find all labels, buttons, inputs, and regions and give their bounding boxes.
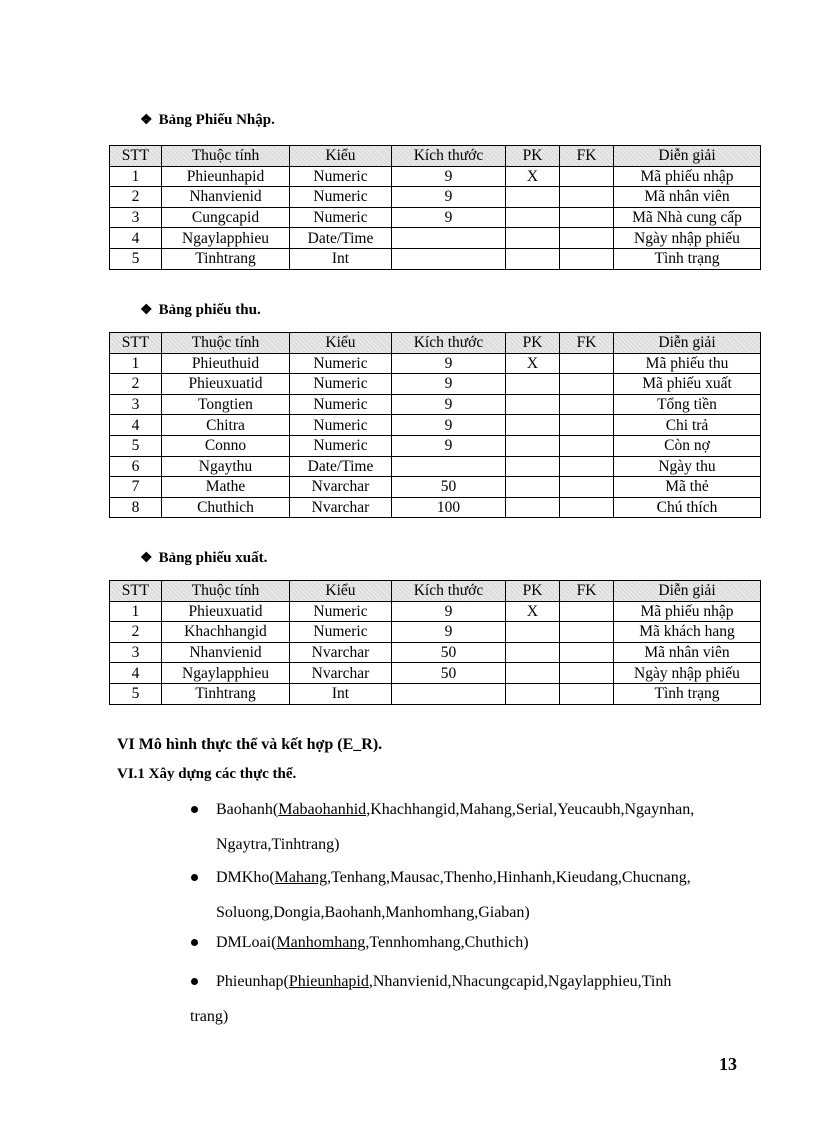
table-cell: 3 bbox=[110, 642, 162, 663]
table-cell: 9 bbox=[392, 353, 506, 374]
column-header: PK bbox=[506, 581, 560, 602]
table-row bbox=[110, 228, 761, 249]
table-row bbox=[110, 456, 761, 477]
table-cell bbox=[560, 642, 614, 663]
table-cell: Phieunhapid bbox=[162, 166, 290, 187]
column-header: STT bbox=[110, 146, 162, 167]
table-cell: 5 bbox=[110, 248, 162, 269]
table-header-row bbox=[110, 333, 761, 354]
table-cell: Conno bbox=[162, 435, 290, 456]
table-cell: 9 bbox=[392, 374, 506, 395]
entity-baohanh: Baohanh(Mabaohanhid,Khachhangid,Mahang,Serial,Yeucaubh,Ngaynhan, Ngaytra,Tinhtrang) bbox=[191, 792, 751, 862]
table-cell: Mã phiếu nhập bbox=[614, 166, 761, 187]
table-cell: Nhanvienid bbox=[162, 642, 290, 663]
table-cell: 1 bbox=[110, 601, 162, 622]
table-cell: 9 bbox=[392, 166, 506, 187]
table-cell: 4 bbox=[110, 415, 162, 436]
column-header: Kích thước bbox=[392, 581, 506, 602]
table-cell: 9 bbox=[392, 622, 506, 643]
table-cell: Int bbox=[290, 683, 392, 704]
table-header-row bbox=[110, 581, 761, 602]
table-cell: 50 bbox=[392, 663, 506, 684]
table-cell bbox=[560, 683, 614, 704]
column-header: PK bbox=[506, 146, 560, 167]
table-cell bbox=[560, 187, 614, 208]
table-cell: Numeric bbox=[290, 187, 392, 208]
column-header: Diễn giải bbox=[614, 333, 761, 354]
entity-dmloai: DMLoai(Manhomhang,Tennhomhang,Chuthich) bbox=[191, 925, 751, 960]
table-cell: 9 bbox=[392, 207, 506, 228]
page-number: 13 bbox=[719, 1054, 737, 1074]
column-header: Kích thước bbox=[392, 146, 506, 167]
table-cell bbox=[392, 683, 506, 704]
column-header: Kích thước bbox=[392, 333, 506, 354]
table-cell: Ngày thu bbox=[614, 456, 761, 477]
table-row bbox=[110, 642, 761, 663]
table-cell: Còn nợ bbox=[614, 435, 761, 456]
table-cell bbox=[560, 663, 614, 684]
phieu-thu-table bbox=[109, 332, 761, 518]
table-cell bbox=[560, 622, 614, 643]
entity-dmkho: DMKho(Mahang,Tenhang,Mausac,Thenho,Hinhanh,Kieudang,Chucnang, Soluong,Dongia,Baohanh,Manhomhang,Giaban) bbox=[191, 860, 751, 930]
table-cell: 1 bbox=[110, 353, 162, 374]
table-cell: X bbox=[506, 353, 560, 374]
table2-heading: ❖ Bảng phiếu thu. bbox=[140, 302, 261, 318]
table-row bbox=[110, 374, 761, 395]
table-cell bbox=[560, 435, 614, 456]
table-cell: Mã phiếu nhập bbox=[614, 601, 761, 622]
table-cell: Phieuxuatid bbox=[162, 601, 290, 622]
subsection-title: VI.1 Xây dựng các thực thể. bbox=[117, 766, 297, 782]
table-row bbox=[110, 248, 761, 269]
table-cell: Mã nhân viên bbox=[614, 187, 761, 208]
table-cell: 9 bbox=[392, 394, 506, 415]
column-header: FK bbox=[560, 146, 614, 167]
table-cell bbox=[560, 601, 614, 622]
table-row bbox=[110, 435, 761, 456]
table-cell: 1 bbox=[110, 166, 162, 187]
table-cell: 5 bbox=[110, 435, 162, 456]
table-cell: Cungcapid bbox=[162, 207, 290, 228]
table-cell: Numeric bbox=[290, 207, 392, 228]
table-cell: Tình trạng bbox=[614, 683, 761, 704]
table-cell bbox=[506, 477, 560, 498]
table-row bbox=[110, 663, 761, 684]
table-row bbox=[110, 497, 761, 518]
table-row bbox=[110, 187, 761, 208]
primary-key: Mahang bbox=[274, 869, 328, 886]
table-cell: 2 bbox=[110, 374, 162, 395]
table3-heading: ❖ Bảng phiếu xuất. bbox=[140, 550, 268, 566]
table-row bbox=[110, 394, 761, 415]
table-cell: Numeric bbox=[290, 166, 392, 187]
table-row bbox=[110, 477, 761, 498]
table1-heading: ❖ Bảng Phiếu Nhập. bbox=[140, 112, 275, 128]
table-cell: Ngaylapphieu bbox=[162, 663, 290, 684]
table-cell: Numeric bbox=[290, 374, 392, 395]
column-header: Kiểu bbox=[290, 333, 392, 354]
table-cell: Date/Time bbox=[290, 228, 392, 249]
column-header: Thuộc tính bbox=[162, 333, 290, 354]
column-header: Kiểu bbox=[290, 581, 392, 602]
table-cell bbox=[392, 248, 506, 269]
table-cell: Nvarchar bbox=[290, 477, 392, 498]
table-row bbox=[110, 683, 761, 704]
table-cell: 9 bbox=[392, 601, 506, 622]
table-cell: Phieuxuatid bbox=[162, 374, 290, 395]
table-cell: Int bbox=[290, 248, 392, 269]
bullet-dot-icon bbox=[191, 874, 198, 881]
table-cell bbox=[506, 228, 560, 249]
column-header: Kiểu bbox=[290, 146, 392, 167]
table-cell bbox=[560, 477, 614, 498]
bullet-dot-icon bbox=[191, 806, 198, 813]
column-header: STT bbox=[110, 333, 162, 354]
table-cell: X bbox=[506, 166, 560, 187]
table-cell bbox=[560, 456, 614, 477]
table-cell: 8 bbox=[110, 497, 162, 518]
column-header: PK bbox=[506, 333, 560, 354]
bullet-dot-icon bbox=[191, 939, 198, 946]
table-cell: Chitra bbox=[162, 415, 290, 436]
table-cell: 6 bbox=[110, 456, 162, 477]
table-cell: Mã nhân viên bbox=[614, 642, 761, 663]
table-cell bbox=[506, 415, 560, 436]
table-cell: 9 bbox=[392, 435, 506, 456]
table-cell: Tình trạng bbox=[614, 248, 761, 269]
table-row bbox=[110, 207, 761, 228]
table-cell: Date/Time bbox=[290, 456, 392, 477]
table-cell bbox=[506, 248, 560, 269]
diamond-bullet-icon: ❖ bbox=[140, 113, 153, 128]
table-cell: 7 bbox=[110, 477, 162, 498]
table-cell bbox=[392, 228, 506, 249]
column-header: Thuộc tính bbox=[162, 146, 290, 167]
table-cell: Tongtien bbox=[162, 394, 290, 415]
table-cell bbox=[506, 394, 560, 415]
column-header: Diễn giải bbox=[614, 146, 761, 167]
table-cell: 9 bbox=[392, 187, 506, 208]
table-cell: Numeric bbox=[290, 353, 392, 374]
table-cell: Chuthich bbox=[162, 497, 290, 518]
table-row bbox=[110, 353, 761, 374]
diamond-bullet-icon: ❖ bbox=[140, 303, 153, 318]
table-cell: Chi trả bbox=[614, 415, 761, 436]
column-header: Thuộc tính bbox=[162, 581, 290, 602]
table-cell: Nvarchar bbox=[290, 497, 392, 518]
table-cell: Mathe bbox=[162, 477, 290, 498]
table-cell: Numeric bbox=[290, 394, 392, 415]
table-cell: 100 bbox=[392, 497, 506, 518]
table-cell: X bbox=[506, 601, 560, 622]
phieu-xuat-table bbox=[109, 580, 761, 705]
table-cell bbox=[560, 394, 614, 415]
table-row bbox=[110, 166, 761, 187]
table-cell: 3 bbox=[110, 207, 162, 228]
table-cell: Ngaylapphieu bbox=[162, 228, 290, 249]
column-header: Diễn giải bbox=[614, 581, 761, 602]
table-cell bbox=[506, 663, 560, 684]
table-cell: Mã phiếu thu bbox=[614, 353, 761, 374]
table-cell: Numeric bbox=[290, 435, 392, 456]
table-cell bbox=[560, 497, 614, 518]
table-cell: Numeric bbox=[290, 601, 392, 622]
table-cell bbox=[506, 497, 560, 518]
table-cell: Tinhtrang bbox=[162, 683, 290, 704]
table-cell: Mã khách hang bbox=[614, 622, 761, 643]
table-cell bbox=[560, 415, 614, 436]
table-cell: 50 bbox=[392, 477, 506, 498]
table-cell: 4 bbox=[110, 228, 162, 249]
table-cell: Mã thẻ bbox=[614, 477, 761, 498]
table-row bbox=[110, 622, 761, 643]
table-cell: 4 bbox=[110, 663, 162, 684]
column-header: FK bbox=[560, 581, 614, 602]
table-cell bbox=[506, 622, 560, 643]
table-cell bbox=[506, 456, 560, 477]
phieu-nhap-table bbox=[109, 145, 761, 270]
table-cell bbox=[560, 166, 614, 187]
table-cell: Tinhtrang bbox=[162, 248, 290, 269]
table-row bbox=[110, 415, 761, 436]
table-cell: Ngày nhập phiếu bbox=[614, 663, 761, 684]
table-cell: Phieuthuid bbox=[162, 353, 290, 374]
table-cell: Nvarchar bbox=[290, 663, 392, 684]
table-cell bbox=[560, 374, 614, 395]
table-cell: Khachhangid bbox=[162, 622, 290, 643]
table-cell: Ngaythu bbox=[162, 456, 290, 477]
table-cell: Nvarchar bbox=[290, 642, 392, 663]
primary-key: Manhomhang bbox=[276, 934, 366, 951]
diamond-bullet-icon: ❖ bbox=[140, 551, 153, 566]
table-cell: 9 bbox=[392, 415, 506, 436]
section-title: VI Mô hình thực thể và kết hợp (E_R). bbox=[117, 736, 383, 753]
table-cell bbox=[506, 187, 560, 208]
table-cell bbox=[560, 228, 614, 249]
table-cell: Mã Nhà cung cấp bbox=[614, 207, 761, 228]
table-cell: Tổng tiền bbox=[614, 394, 761, 415]
table-cell bbox=[506, 642, 560, 663]
bullet-dot-icon bbox=[191, 978, 198, 985]
column-header: FK bbox=[560, 333, 614, 354]
table-cell: 5 bbox=[110, 683, 162, 704]
table-cell: Nhanvienid bbox=[162, 187, 290, 208]
table-cell: Numeric bbox=[290, 622, 392, 643]
table-cell: Ngày nhập phiếu bbox=[614, 228, 761, 249]
table-cell: 2 bbox=[110, 187, 162, 208]
table-cell: Chú thích bbox=[614, 497, 761, 518]
table-row bbox=[110, 601, 761, 622]
table-cell bbox=[560, 248, 614, 269]
table-cell: 3 bbox=[110, 394, 162, 415]
table-cell bbox=[560, 207, 614, 228]
table-cell bbox=[506, 207, 560, 228]
column-header: STT bbox=[110, 581, 162, 602]
table-cell bbox=[392, 456, 506, 477]
table-cell bbox=[560, 353, 614, 374]
table-cell bbox=[506, 374, 560, 395]
table-header-row bbox=[110, 146, 761, 167]
table-cell: 50 bbox=[392, 642, 506, 663]
table-cell: Mã phiếu xuất bbox=[614, 374, 761, 395]
table-cell bbox=[506, 435, 560, 456]
entity-phieunhap: Phieunhap(Phieunhapid,Nhanvienid,Nhacungcapid,Ngaylapphieu,Tinh trang) bbox=[190, 973, 672, 1025]
primary-key: Phieunhapid bbox=[288, 973, 369, 990]
table-cell: 2 bbox=[110, 622, 162, 643]
table-cell bbox=[506, 683, 560, 704]
table-cell: Numeric bbox=[290, 415, 392, 436]
primary-key: Mabaohanhid bbox=[278, 801, 367, 818]
